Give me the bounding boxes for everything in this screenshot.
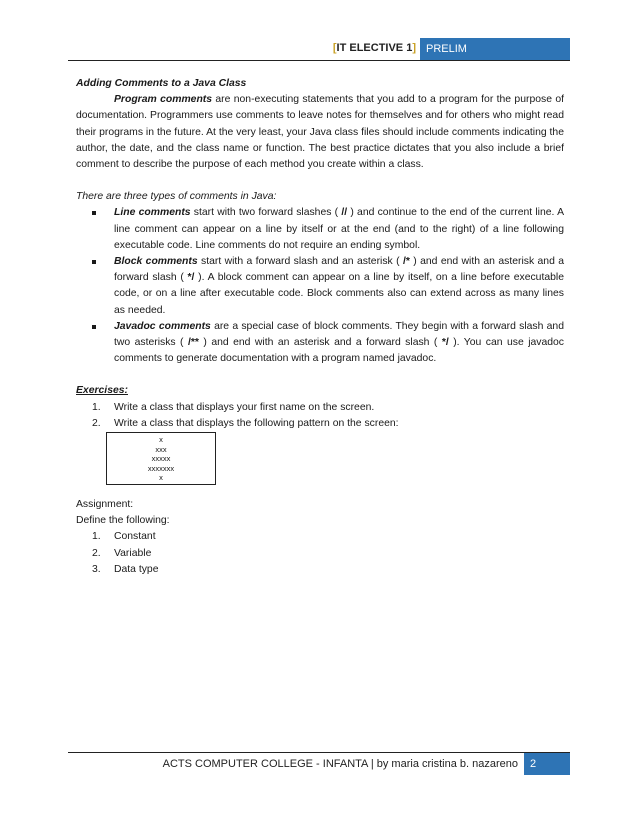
pattern-line: xxxxxxx <box>147 463 175 473</box>
pattern-box <box>106 432 216 485</box>
list-item: 1. Constant <box>92 531 156 543</box>
pattern-line: x <box>159 473 163 483</box>
comment-types-list <box>76 205 564 367</box>
pattern-line: xxxxx <box>151 454 171 464</box>
list-item: 2. Write a class that displays the following pattern on the screen: <box>92 417 399 429</box>
course-title: [IT ELECTIVE 1] <box>332 42 416 54</box>
list-item: Block comments start with a forward slash and an asterisk ( /* ) and end with an asterisk and a forward slash ( */ ). A block comment can appear on a line by itself, on a line before executable code, or on a line after executable code. Block comments also can extend across as many lines as needed. <box>114 254 564 319</box>
assignment-section <box>76 497 564 578</box>
list-item: Line comments start with two forward slashes ( // ) and continue to the end of the current line. A line comment can appear on a line by itself or at the end (and to the right) of a line following executable code. Line comments do not require an ending symbol. <box>114 205 564 254</box>
term-badge: PRELIM <box>420 38 570 60</box>
exercises-list <box>76 400 564 432</box>
list-item: Javadoc comments are a special case of block comments. They begin with a forward slash and two asterisks ( /** ) and end with an asterisk and a forward slash ( */ ). You can use javadoc comments to generate documentation with a program named javadoc. <box>114 319 564 368</box>
pattern-line: xxx <box>155 444 167 454</box>
assignment-title: Assignment: <box>76 499 134 511</box>
section-title: Adding Comments to a Java Class <box>76 78 247 89</box>
list-item: 2. Variable <box>92 547 152 559</box>
types-intro: There are three types of comments in Java: <box>76 191 277 203</box>
page-footer <box>68 752 570 775</box>
assignment-list <box>76 529 564 578</box>
footer-credit: ACTS COMPUTER COLLEGE - INFANTA | by maria cristina b. nazareno <box>162 758 518 770</box>
intro-paragraph: Program comments are non-executing statements that you add to a program for the purpose of documentation. Programmers use comments to leave notes for themselves and for others who might read their programs in the future. At the very least, your Java class files should include comments indicating the author, the date, and the class name or function. The best practice dictates that you also include a brief comment to describe the purpose of each method you create within a class. <box>76 94 564 171</box>
assignment-instruction: Define the following: <box>76 515 170 527</box>
pattern-line: x <box>159 435 163 445</box>
list-item: 1. Write a class that displays your first name on the screen. <box>92 401 375 413</box>
exercises-title: Exercises: <box>76 385 128 397</box>
bullet-square-icon <box>92 325 96 329</box>
bullet-square-icon <box>92 211 96 215</box>
list-item: 3. Data type <box>92 563 159 575</box>
bullet-square-icon <box>92 260 96 264</box>
document-body <box>76 76 564 578</box>
page-header <box>68 38 570 61</box>
page-number: 2 <box>524 753 570 775</box>
